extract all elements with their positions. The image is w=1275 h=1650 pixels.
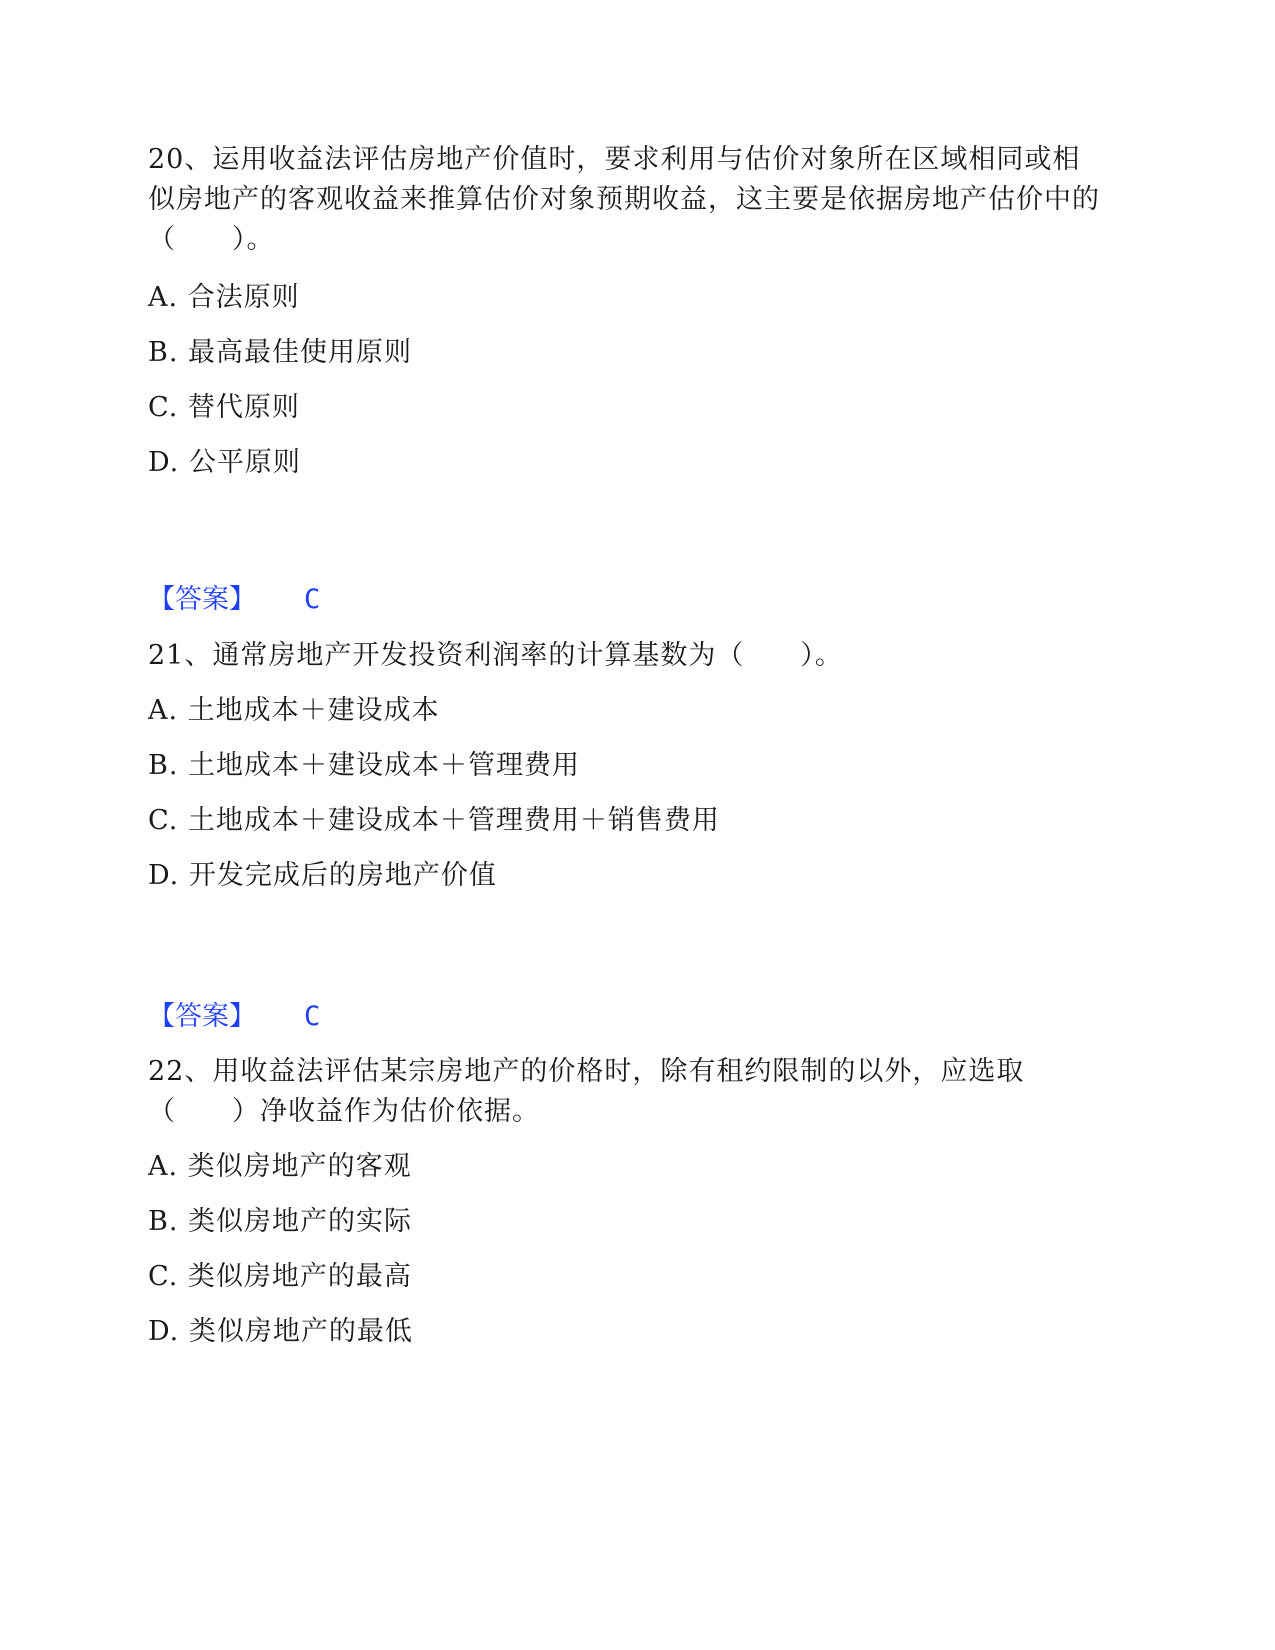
answer-row bbox=[148, 580, 320, 620]
option-c: C. 替代原则 bbox=[148, 392, 300, 423]
question-20 bbox=[148, 140, 1108, 483]
option-d: D. 开发完成后的房地产价值 bbox=[148, 860, 497, 891]
answer-label: 【答案】 bbox=[148, 1001, 256, 1032]
question-22 bbox=[148, 1052, 1108, 1352]
option-a: A. 合法原则 bbox=[148, 282, 300, 313]
option-c: C. 类似房地产的最高 bbox=[148, 1261, 412, 1292]
question-stem: 20、运用收益法评估房地产价值时，要求利用与估价对象所在区域相同或相似房地产的客观收益来推算估价对象预期收益，这主要是依据房地产估价中的（ ）。 bbox=[148, 144, 1100, 255]
question-stem: 21、通常房地产开发投资利润率的计算基数为（ ）。 bbox=[148, 640, 843, 671]
option-d: D. 公平原则 bbox=[148, 447, 301, 478]
answer-label: 【答案】 bbox=[148, 584, 256, 615]
option-a: A. 土地成本＋建设成本 bbox=[148, 695, 440, 726]
option-b: B. 最高最佳使用原则 bbox=[148, 337, 413, 368]
answer-row bbox=[148, 997, 320, 1037]
option-c: C. 土地成本＋建设成本＋管理费用＋销售费用 bbox=[148, 805, 720, 836]
question-stem: 22、用收益法评估某宗房地产的价格时，除有租约限制的以外，应选取（ ）净收益作为估价依据。 bbox=[148, 1056, 1025, 1127]
option-b: B. 土地成本＋建设成本＋管理费用 bbox=[148, 750, 581, 781]
option-d: D. 类似房地产的最低 bbox=[148, 1316, 413, 1347]
answer-value: C bbox=[304, 584, 321, 615]
answer-value: C bbox=[304, 1001, 321, 1032]
option-a: A. 类似房地产的客观 bbox=[148, 1151, 412, 1182]
question-21 bbox=[148, 636, 1108, 896]
option-b: B. 类似房地产的实际 bbox=[148, 1206, 413, 1237]
